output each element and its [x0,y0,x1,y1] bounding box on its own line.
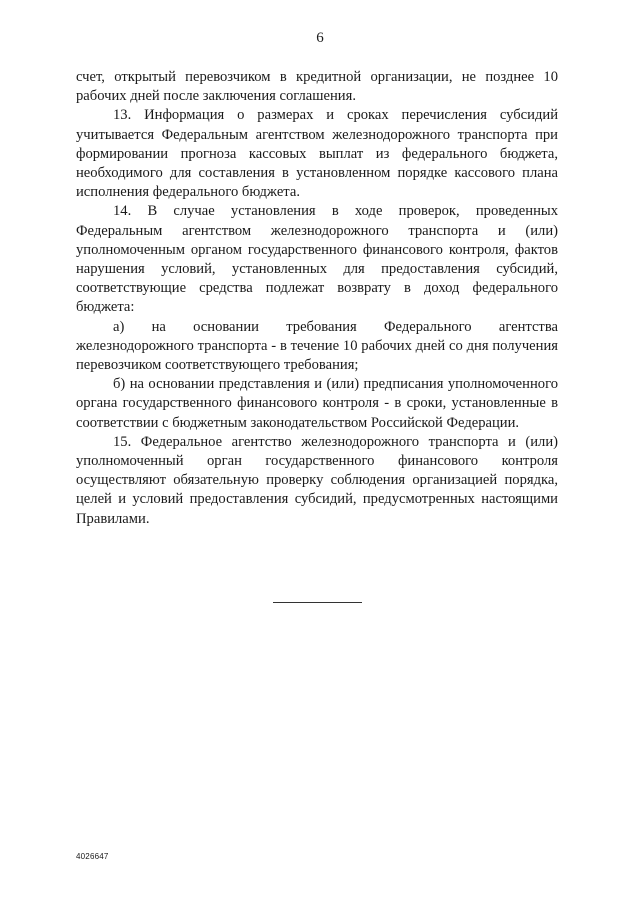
paragraph-15: 15. Федеральное агентство железнодорожного транспорта и (или) уполномоченный орган государственного финансового контроля осуществляют обязательную проверку соблюдения организацией порядка, целей и условий предоставления субсидий, предусмотренных настоящими Правилами. [76,433,558,527]
paragraph-13: 13. Информация о размерах и сроках перечисления субсидий учитывается Федеральным агентством железнодорожного транспорта при формировании прогноза кассовых выплат из федерального бюджета, необходимого для составления в установленном порядке кассового плана исполнения федерального бюджета. [76,107,558,201]
paragraph-14b: б) на основании представления и (или) предписания уполномоченного органа государственного финансового контроля - в сроки, установленные в соответствии с бюджетным законодательством Российской Федерации. [76,376,558,431]
paragraph-continuation: счет, открытый перевозчиком в кредитной организации, не позднее 10 рабочих дней после заключения соглашения. [76,69,558,105]
document-code: 4026647 [76,852,109,861]
page-number: 6 [316,30,324,46]
closing-divider [273,602,362,603]
paragraph-14a: а) на основании требования Федерального агентства железнодорожного транспорта - в течение 10 рабочих дней со дня получения перевозчиком соответствующего требования; [76,318,558,374]
paragraph-14: 14. В случае установления в ходе проверок, проведенных Федеральным агентством железнодорожного транспорта и (или) уполномоченным органом государственного финансового контроля, фактов нарушения условий, установленных для предоставления субсидий, соответствующие средства подлежат возврату в доход федерального бюджета: [76,203,558,316]
document-body [76,68,558,529]
